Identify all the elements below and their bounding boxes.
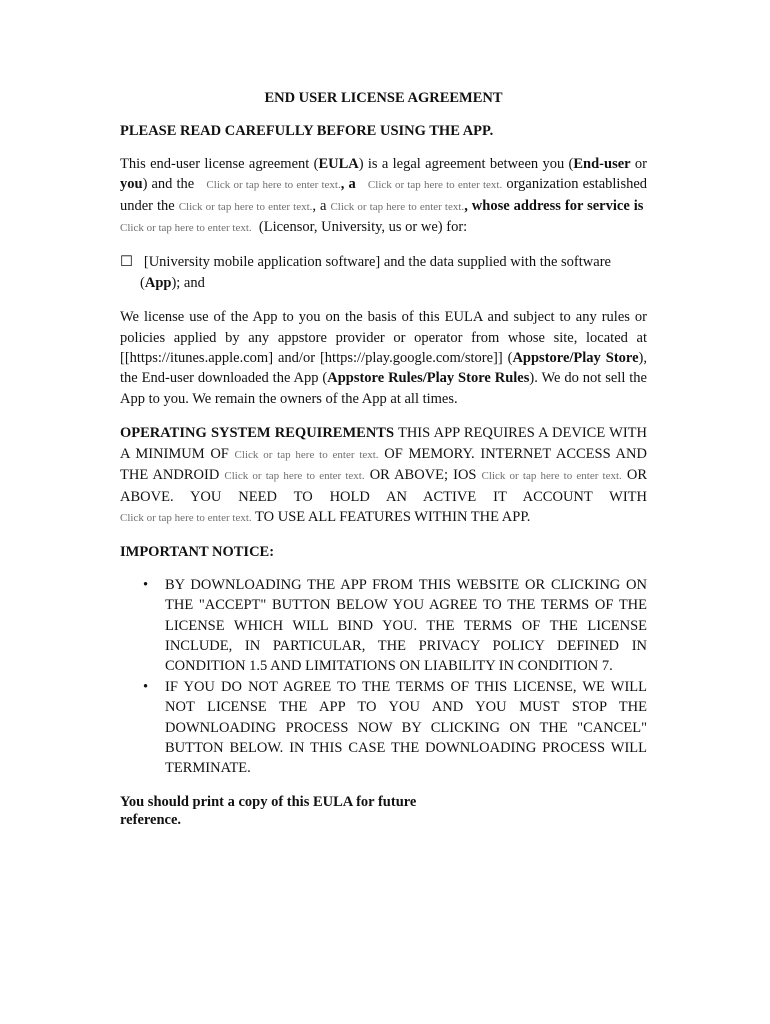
document-page bbox=[120, 88, 647, 829]
app-definition-text: [University mobile application software] and the data supplied with the software bbox=[140, 254, 611, 271]
closing-note: You should print a copy of this EULA for future reference. bbox=[120, 793, 417, 828]
license-text: ), the End-user downloaded the App ( bbox=[120, 350, 647, 387]
license-text: ). We do not sell the App to you. We remain the owners of the App at all times. bbox=[120, 370, 647, 407]
document-title: END USER LICENSE AGREEMENT bbox=[264, 90, 503, 106]
list-item bbox=[143, 677, 647, 779]
licensor-name-field[interactable]: Click or tap here to enter text. bbox=[206, 179, 341, 192]
appstore-term: Appstore/Play Store bbox=[512, 350, 639, 367]
license-paragraph bbox=[120, 307, 647, 409]
intro-text: ) is a legal agreement between you ( bbox=[358, 155, 574, 172]
app-term: App bbox=[144, 274, 172, 291]
intro-text: ) and the bbox=[142, 176, 195, 193]
read-carefully-heading: PLEASE READ CAREFULLY BEFORE USING THE APP. bbox=[120, 123, 494, 140]
os-requirements-text: THIS APP REQUIRES A DEVICE WITH A MINIMUM OF bbox=[120, 425, 647, 462]
intro-text: or bbox=[630, 155, 647, 172]
intro-text: This end-user license agreement ( bbox=[120, 155, 319, 172]
appstore-rules-term: Appstore Rules/Play Store Rules bbox=[327, 370, 530, 387]
os-requirements-heading: OPERATING SYSTEM REQUIREMENTS bbox=[120, 425, 395, 442]
bullet-icon: • bbox=[143, 576, 149, 593]
app-definition-text: ); and bbox=[171, 274, 205, 291]
company-number-field[interactable]: Click or tap here to enter text. bbox=[330, 200, 465, 213]
checkbox-icon[interactable]: ☐ bbox=[120, 254, 133, 271]
notice-text: BY DOWNLOADING THE APP FROM THIS WEBSITE OR CLICKING ON THE "ACCEPT" BUTTON BELOW YOU AGREE TO THE TERMS OF THE LICENSE WHICH WILL BIND YOU. THE TERMS OF THE LICENSE INCLUDE, IN PARTICULAR, THE PRIVACY POLICY DEFINED IN CONDITION 1.5 AND LIMITATIONS ON LIABILITY IN CONDITION 7. bbox=[165, 576, 647, 675]
address-for-service-term: , whose address for service is bbox=[464, 197, 644, 214]
license-text: We license use of the App to you on the basis of this EULA and subject to any rules or policies applied by any appstore provider or operator from whose site, located at [[https://itunes.apple.com] and/or [https://play.google.com/store]] ( bbox=[120, 309, 647, 367]
bullet-icon: • bbox=[143, 678, 149, 695]
notice-text: IF YOU DO NOT AGREE TO THE TERMS OF THIS LICENSE, WE WILL NOT LICENSE THE APP TO YOU AND YOU MUST STOP THE DOWNLOADING PROCESS NOW BY CLICKING ON THE "CANCEL" BUTTON BELOW. IN THIS CASE THE DOWNLOADING PROCESS WILL TERMINATE. bbox=[165, 678, 647, 777]
notice-list bbox=[120, 575, 647, 779]
os-requirements-text: TO USE ALL FEATURES WITHIN THE APP. bbox=[255, 508, 531, 525]
intro-text: , a bbox=[312, 197, 327, 214]
ios-version-field[interactable]: Click or tap here to enter text. bbox=[481, 470, 622, 483]
app-definition-item bbox=[120, 252, 647, 293]
eula-term: EULA bbox=[318, 155, 359, 172]
service-address-field[interactable]: Click or tap here to enter text. bbox=[120, 222, 252, 235]
app-definition-text: ( bbox=[140, 274, 145, 291]
list-item bbox=[143, 575, 647, 677]
minimum-memory-field[interactable]: Click or tap here to enter text. bbox=[234, 448, 379, 461]
jurisdiction-field[interactable]: Click or tap here to enter text. bbox=[178, 200, 313, 213]
intro-text: (Licensor, University, us or we) for: bbox=[258, 219, 468, 236]
android-version-field[interactable]: Click or tap here to enter text. bbox=[224, 470, 365, 483]
os-requirements-text: OR ABOVE; IOS bbox=[369, 467, 477, 484]
important-notice-heading: IMPORTANT NOTICE: bbox=[120, 544, 275, 561]
intro-text: organization established under the bbox=[120, 176, 648, 214]
os-requirements-paragraph bbox=[120, 423, 647, 528]
intro-text: , a bbox=[340, 176, 356, 193]
end-user-term: End-user bbox=[573, 155, 631, 172]
intro-paragraph bbox=[120, 154, 647, 239]
account-provider-field[interactable]: Click or tap here to enter text. bbox=[120, 511, 252, 524]
organization-type-field[interactable]: Click or tap here to enter text. bbox=[367, 179, 503, 192]
os-requirements-text: OF MEMORY. INTERNET ACCESS AND THE ANDROID bbox=[120, 445, 647, 484]
you-term: you bbox=[120, 176, 143, 193]
os-requirements-text: OR ABOVE. YOU NEED TO HOLD AN ACTIVE IT ACCOUNT WITH bbox=[120, 467, 648, 505]
